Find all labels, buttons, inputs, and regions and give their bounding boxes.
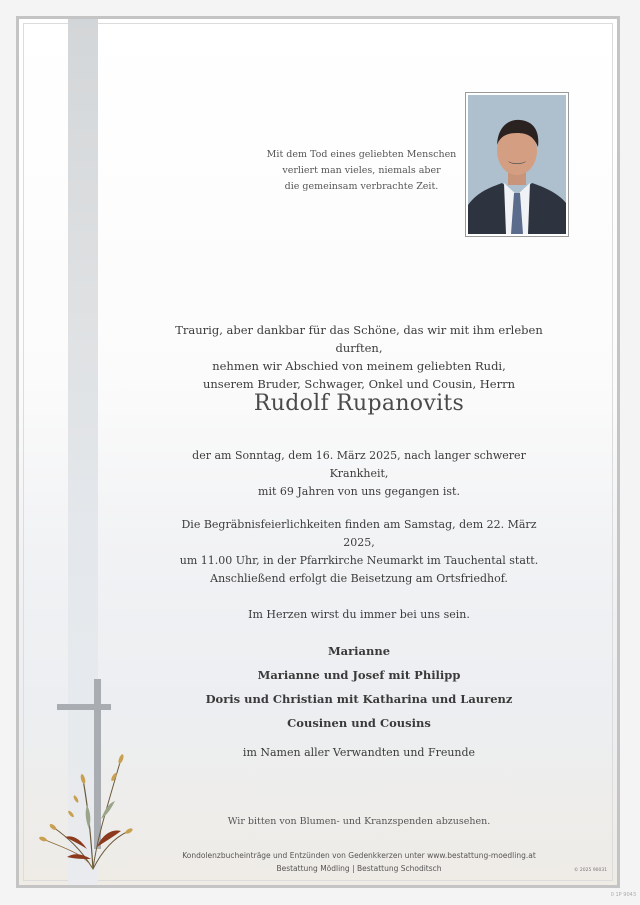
cross-bar bbox=[57, 704, 111, 710]
page-code: 0 1P 9043 bbox=[610, 892, 636, 898]
funeral-details bbox=[169, 516, 549, 588]
donation-request: Wir bitten von Blumen- und Kranzspenden abzusehen. bbox=[227, 816, 491, 827]
printer-logo: © 2025 90031 bbox=[574, 868, 608, 873]
mourners-list bbox=[169, 639, 549, 735]
mourner-entry: Cousinen und Cousins bbox=[287, 716, 431, 730]
footer bbox=[169, 849, 549, 875]
quote-line: Mit dem Tod eines geliebten Menschen bbox=[266, 149, 457, 160]
funeral-line: Anschließend erfolgt die Beisetzung am Ortsfriedhof. bbox=[210, 572, 508, 585]
death-notice bbox=[169, 447, 549, 501]
funeral-line: Die Begräbnisfeierlichkeiten finden am Samstag, dem 22. März 2025, bbox=[181, 518, 537, 549]
death-line: mit 69 Jahren von uns gegangen ist. bbox=[258, 485, 460, 498]
footer-condolence-link[interactable]: Kondolenzbucheinträge und Entzünden von Gedenkkerzen unter www.bestattung-moedling.at bbox=[182, 851, 536, 860]
footer-funeral-homes: Bestattung Mödling | Bestattung Schoditsch bbox=[276, 864, 442, 873]
intro-line: nehmen wir Abschied von meinem geliebten Rudi, bbox=[212, 359, 506, 373]
quote-line: die gemeinsam verbrachte Zeit. bbox=[284, 181, 439, 192]
quote-line: verliert man vieles, niemals aber bbox=[282, 165, 441, 176]
relatives-line: im Namen aller Verwandten und Freunde bbox=[242, 746, 476, 759]
funeral-line: um 11.00 Uhr, in der Pfarrkirche Neumarkt im Tauchental statt. bbox=[179, 554, 539, 567]
mourner-entry: Marianne und Josef mit Philipp bbox=[257, 668, 461, 682]
mourner-entry: Marianne bbox=[327, 644, 391, 658]
quote-text bbox=[239, 147, 484, 195]
deceased-name: Rudolf Rupanovits bbox=[253, 391, 465, 416]
grass-plant-icon bbox=[31, 719, 141, 879]
portrait-figure-icon bbox=[468, 95, 566, 234]
death-line: der am Sonntag, dem 16. März 2025, nach langer schwerer Krankheit, bbox=[192, 449, 526, 480]
portrait-photo bbox=[465, 92, 569, 237]
portrait-image bbox=[468, 95, 566, 234]
obituary-card bbox=[16, 16, 620, 888]
mourner-entry: Doris und Christian mit Katharina und Laurenz bbox=[205, 692, 513, 706]
intro-line: Traurig, aber dankbar für das Schöne, das wir mit ihm erleben durften, bbox=[175, 323, 543, 355]
intro-text bbox=[169, 321, 549, 393]
motto-text: Im Herzen wirst du immer bei uns sein. bbox=[248, 608, 470, 621]
intro-line: unserem Bruder, Schwager, Onkel und Cousin, Herrn bbox=[202, 377, 516, 391]
